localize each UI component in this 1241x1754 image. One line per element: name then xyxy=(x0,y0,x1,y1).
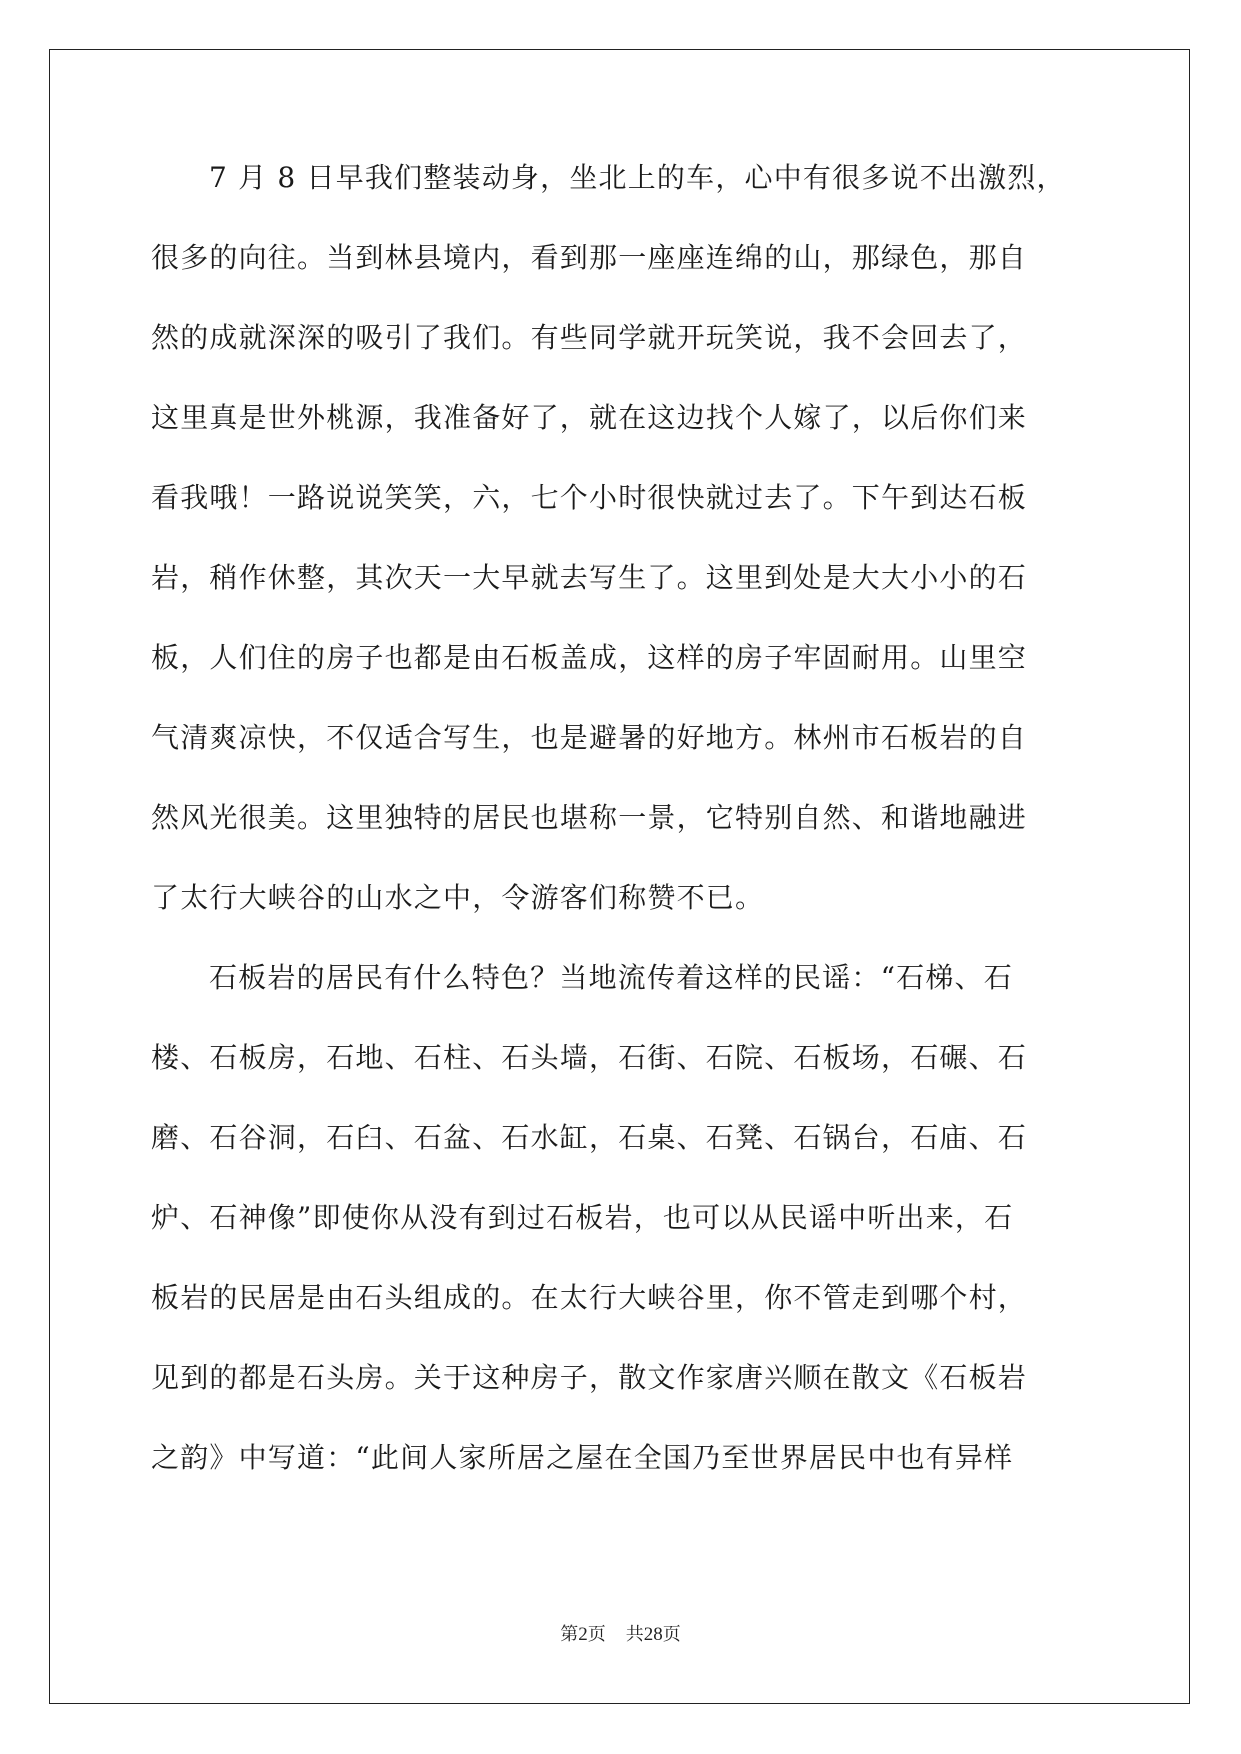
page-footer xyxy=(0,1624,1241,1646)
text-line: 板岩的民居是由石头组成的。在太行大峡谷里，你不管走到哪个村， xyxy=(151,1281,1028,1314)
text-line: 然风光很美。这里独特的居民也堪称一景，它特别自然、和谐地融进 xyxy=(151,801,1028,834)
total-prefix: 共 xyxy=(625,1624,644,1645)
text-line: 见到的都是石头房。关于这种房子，散文作家唐兴顺在散文《石板岩 xyxy=(151,1361,1028,1394)
total-suffix: 页 xyxy=(662,1624,681,1645)
paragraph-1 xyxy=(151,162,1091,962)
text-line: 很多的向往。当到林县境内，看到那一座座连绵的山，那绿色，那自 xyxy=(151,241,1028,274)
text-line: 岩，稍作休整，其次天一大早就去写生了。这里到处是大大小小的石 xyxy=(151,561,1028,594)
text-line: 楼、石板房，石地、石柱、石头墙，石街、石院、石板场，石碾、石 xyxy=(151,1041,1028,1074)
text-line: 这里真是世外桃源，我准备好了，就在这边找个人嫁了，以后你们来 xyxy=(151,401,1028,434)
text-line: 炉、石神像”即使你从没有到过石板岩，也可以从民谣中听出来，石 xyxy=(151,1201,1014,1234)
text-line: 7 月 8 日早我们整装动身，坐北上的车，心中有很多说不出激烈， xyxy=(209,161,1066,194)
page-suffix: 页 xyxy=(587,1624,606,1645)
text-line: 之韵》中写道：“此间人家所居之屋在全国乃至世界居民中也有异样 xyxy=(151,1441,1014,1474)
text-line: 磨、石谷洞，石臼、石盆、石水缸，石桌、石凳、石锅台，石庙、石 xyxy=(151,1121,1028,1154)
text-line: 气清爽凉快，不仅适合写生，也是避暑的好地方。林州市石板岩的自 xyxy=(151,721,1028,754)
page-prefix: 第 xyxy=(560,1624,579,1645)
document-body xyxy=(151,162,1091,1522)
text-line: 石板岩的居民有什么特色？当地流传着这样的民谣：“石梯、石 xyxy=(209,961,1013,994)
text-line: 看我哦！一路说说笑笑，六，七个小时很快就过去了。下午到达石板 xyxy=(151,481,1028,514)
text-line: 了太行大峡谷的山水之中，令游客们称赞不已。 xyxy=(151,881,765,914)
text-line: 然的成就深深的吸引了我们。有些同学就开玩笑说，我不会回去了， xyxy=(151,321,1028,354)
total-pages: 28 xyxy=(643,1624,663,1645)
page-number: 2 xyxy=(578,1624,588,1645)
paragraph-2 xyxy=(151,962,1091,1522)
text-line: 板，人们住的房子也都是由石板盖成，这样的房子牢固耐用。山里空 xyxy=(151,641,1028,674)
